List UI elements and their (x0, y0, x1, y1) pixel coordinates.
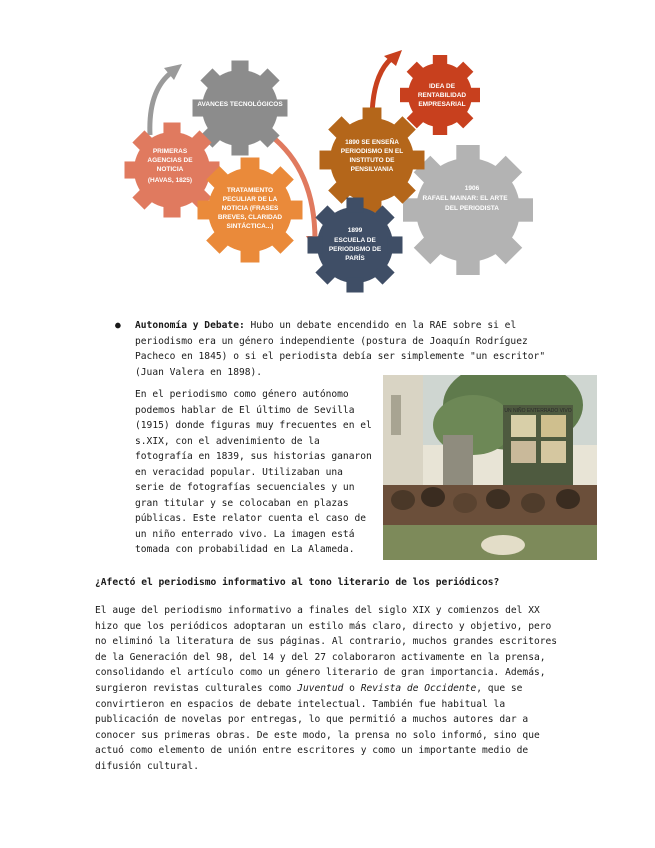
photo-sign-text: UN NIÑO ENTERRADO VIVO (504, 408, 572, 414)
gear-label: PRIMERAS (152, 148, 188, 155)
gear-label: (HAVAS, 1825) (147, 177, 193, 184)
gear-label: PERIODISMO DE (328, 246, 382, 253)
gear-label: PERIODISMO EN EL (340, 148, 404, 155)
historic-photo (383, 375, 597, 560)
gear-label: NOTICIA (156, 166, 184, 173)
para-italic-juventud: Juventud (297, 682, 344, 694)
gear-label: RAFAEL MAINAR: EL ARTE (422, 195, 508, 202)
bullet-marker: ● (115, 320, 121, 331)
gear-label: NOTICIA (FRASES (221, 205, 279, 212)
gear-label: SINTÁCTICA...) (226, 223, 274, 230)
gear-label: BREVES, CLARIDAD (217, 214, 283, 221)
para-part-2: , que se convirtieron en espacios de debate intelectual. También fue habitual la publicación de novelas por entregas, lo que permitió a muchos autores dar a conocer sus primeras obras. De este modo, la prensa no solo informó, sino que actuó como elemento de unión entre escritores y como un importante medio de difusión cultural. (95, 682, 540, 772)
bullet-body: Hubo un debate encendido en la RAE sobre si el periodismo era un género independiente (postura de Joaquín Rodríguez Pacheco en 1845) o si el periodista debía ser simplemente "un escritor" (Juan Valera en 1898). (135, 320, 546, 378)
bullet-text (135, 318, 555, 380)
section-paragraph (95, 603, 565, 775)
section-heading: ¿Afectó el periodismo informativo al tono literario de los periódicos? (95, 577, 500, 588)
gear-label: EMPRESARIAL (418, 101, 466, 108)
gear-label: AGENCIAS DE (147, 157, 193, 164)
gear-label: DEL PERIODISTA (445, 205, 499, 212)
bullet-bold-label: Autonomía y Debate: (135, 320, 245, 331)
bullet-autonomia (115, 318, 555, 380)
gear-escuela (308, 198, 403, 293)
para-italic-revista: Revista de Occidente (360, 682, 477, 694)
gear-label: TRATAMIENTO (226, 187, 274, 194)
gear-label: 1890 SE ENSEÑA (345, 139, 399, 146)
gear-label: INSTITUTO DE (349, 157, 395, 164)
para-part-1: El auge del periodismo informativo a finales del siglo XIX y comienzos del XX hizo que los periódicos adoptaran un estilo más claro, directo y objetivo, pero no eliminó la literatura de sus páginas. Al contrario, muchos grandes escritores de la Generación del 98, del 14 y del 27 colaboraron activamente en la prensa, consolidando el artículo como un género literario de gran importancia. Además, surgieron revistas culturales como (95, 605, 558, 694)
gear-label: PARÍS (345, 255, 365, 262)
gear-label: 1906 (464, 185, 480, 192)
para-connector: o (343, 682, 361, 694)
gear-label: IDEA DE (428, 83, 456, 90)
column-paragraph: En el periodismo como género autónomo podemos hablar de El último de Sevilla (1915) donde figuras muy frecuentes en el s.XIX, con el advenimiento de la fotografía en 1839, sus historias ganaron en veracidad popular. Utilizaban una serie de fotografías secuenciales y un gran titular y se colocaban en plazas públicas. Este relator cuenta el caso de un niño enterrado vivo. La imagen está tomada con probabilidad en La Alameda. (135, 389, 372, 555)
gear-label: PENSILVANIA (350, 166, 394, 173)
gear-label: ESCUELA DE (334, 237, 376, 244)
gear-label: RENTABILIDAD (417, 92, 467, 99)
gear-label: AVANCES TECNOLÓGICOS (197, 101, 283, 108)
gear-label: 1899 (347, 227, 363, 234)
gear-diagram (110, 40, 540, 305)
gear-label: PECULIAR DE LA (222, 196, 278, 203)
